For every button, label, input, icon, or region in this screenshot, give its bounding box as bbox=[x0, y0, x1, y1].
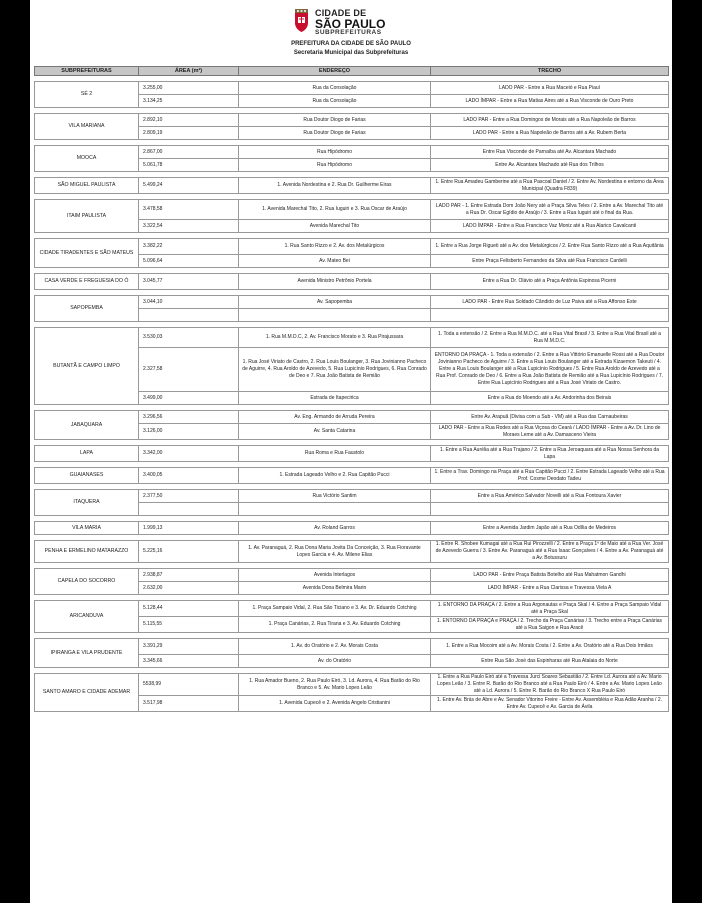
endereco-cell: Av. Mateo Bei bbox=[239, 255, 431, 268]
trecho-cell: Entre Rua São José das Espinharas até Rua Atalaia do Norte bbox=[431, 655, 669, 668]
area-cell: 2.938,87 bbox=[139, 569, 239, 582]
header-subtitle2: Secretaria Municipal das Subprefeituras bbox=[293, 50, 409, 56]
area-cell: 3.126,00 bbox=[139, 424, 239, 440]
endereco-cell: Av. Eng. Armando de Arruda Pereira bbox=[239, 411, 431, 424]
subprefeitura-cell: CASA VERDE E FREGUESIA DO Ó bbox=[35, 274, 139, 290]
table-row bbox=[35, 446, 669, 462]
table-row bbox=[35, 490, 669, 503]
endereco-cell: Avenida Interlagos bbox=[239, 569, 431, 582]
area-cell: 5.061,78 bbox=[139, 159, 239, 172]
area-cell: 3.345,66 bbox=[139, 655, 239, 668]
area-cell: 2.327,58 bbox=[139, 348, 239, 392]
trecho-cell bbox=[431, 309, 669, 322]
brand-line2: SÃO PAULO bbox=[315, 17, 386, 31]
brand-block bbox=[315, 9, 385, 37]
area-cell: 5.096,64 bbox=[139, 255, 239, 268]
table-row bbox=[35, 601, 669, 617]
table-row bbox=[35, 200, 669, 220]
subprefeitura-cell: CAPELA DO SOCORRO bbox=[35, 569, 139, 595]
trecho-cell: LADO PAR - Entre a Rua Napoleão de Barros até a Av. Rubem Berta bbox=[431, 127, 669, 140]
subprefeitura-cell: VILA MARIANA bbox=[35, 114, 139, 140]
trecho-cell: LADO PAR - Entre a Rua Maceió e Rua Piauí bbox=[431, 82, 669, 95]
subprefeitura-cell: MOOCA bbox=[35, 146, 139, 172]
area-cell: 3.255,00 bbox=[139, 82, 239, 95]
subprefeitura-cell: SÉ 2 bbox=[35, 82, 139, 108]
area-cell: 3.044,10 bbox=[139, 296, 239, 309]
subprefeitura-cell: ITAIM PAULISTA bbox=[35, 200, 139, 233]
table-row bbox=[35, 468, 669, 484]
trecho-cell: 1. Entre a Rua Aurélia até a Rua Trajano / 2. Entre a Rua Jeroaquara até a Rua Nossa Senhora da Lapa bbox=[431, 446, 669, 462]
area-cell: 3.391,29 bbox=[139, 639, 239, 655]
area-cell: 3.045,77 bbox=[139, 274, 239, 290]
endereco-cell: 1. Rua Santo Rizzo e 2. Av. dos Metalúrgicos bbox=[239, 239, 431, 255]
endereco-cell: 1. Avenida Nordestina e 2. Rua Dr. Guilherme Eiras bbox=[239, 178, 431, 194]
endereco-cell: Av. Roland Garros bbox=[239, 522, 431, 535]
endereco-cell: Avenida Marechal Tito bbox=[239, 220, 431, 233]
endereco-cell: 1. Rua M.M.D.C, 2. Av. Francisco Morato e 3. Rua Pirajussara bbox=[239, 328, 431, 348]
subprefeitura-cell: IPIRANGA E VILA PRUDENTE bbox=[35, 639, 139, 668]
trecho-cell: ENTORNO DA PRAÇA - 1. Toda a extensão / 2. Entre a Rua Vittório Emanuelle Rossi até a Rua Doutor Jovinianno Pacheco de Aguirre / 3. Entre a Rua Louis Boulanger até a Estrada Kizaemon Takeuti / 4. Entre a Rua Louis Boulanger até a Rua Lupicínio Rodrigues / 5. Entre Rua Aroldo de Azevedo até a Rua Prof. Conrado de Deo / 6. Entre a Rua João Batista de Remião até a Rua Lupicínio Rodrigues / 7. Entre Rua Lupicínio Rodrigues até a Rua José Viriato de Castro. bbox=[431, 348, 669, 392]
header-subtitle1: PREFEITURA DA CIDADE DE SÃO PAULO bbox=[291, 41, 411, 47]
area-cell: 1.999,13 bbox=[139, 522, 239, 535]
trecho-cell: LADO PAR - Entre a Rua Rodes até a Rua Viçosa do Ceará / LADO ÍMPAR - Entre a Av. Dr. Lino de Moraes Leme até a Av. Damasceno Vieira bbox=[431, 424, 669, 440]
table-row bbox=[35, 411, 669, 424]
table-row bbox=[35, 239, 669, 255]
area-cell: 2.892,10 bbox=[139, 114, 239, 127]
area-cell: 3.530,03 bbox=[139, 328, 239, 348]
area-cell: 5.499,24 bbox=[139, 178, 239, 194]
area-cell: 2.867,00 bbox=[139, 146, 239, 159]
area-cell: 5538,99 bbox=[139, 674, 239, 696]
endereco-cell: Rua da Consolação bbox=[239, 82, 431, 95]
trecho-cell: 1. Toda a extensão / 2. Entre a Rua M.M.D.C. até a Rua Vital Brasil / 3. Entre a Rua Vital Brasil até a Rua M.M.D.C. bbox=[431, 328, 669, 348]
subprefeitura-cell: SAPOPEMBA bbox=[35, 296, 139, 322]
trecho-cell: Entre a Rua do Moendo até a Av. Andorinha dos Beirais bbox=[431, 392, 669, 405]
endereco-cell bbox=[239, 309, 431, 322]
area-cell: 3.382,22 bbox=[139, 239, 239, 255]
trecho-cell: Entre Rua Visconde de Parnaíba até Av. Alcantara Machado bbox=[431, 146, 669, 159]
trecho-cell: 1. ENTORNO DA PRAÇA e PRAÇA / 2. Trecho da Praça Canárias / 3. Trecho entre a Praça Canárias até a Rua Saigon e Rua Aracê bbox=[431, 617, 669, 633]
trecho-cell: 1. Entre a Rua Mocoim até a Av. Morais Costa / 2. Entre a Av. Oratório até a Rua Dois Irmãos bbox=[431, 639, 669, 655]
header-subprefeituras: SUBPREFEITURAS bbox=[35, 67, 139, 76]
endereco-cell: Rua Hipódromo bbox=[239, 159, 431, 172]
endereco-cell: Estrada de Itapecirica bbox=[239, 392, 431, 405]
table-header-row bbox=[35, 67, 669, 76]
trecho-cell: Entre a Avenida Jardim Japão até a Rua Odília de Medeiros bbox=[431, 522, 669, 535]
endereco-cell: Avenida Dona Belmira Marin bbox=[239, 582, 431, 595]
trecho-cell: 1. Entre R. Shobee Kumagai até a Rua Rui Pirozzelli / 2. Entre a Praça 1º de Maio até a Rua Ver. José de Azevedo Guerra / 3. Entre Av. Paranaguá até a Rua Isaac Gonçalves / 4. Entre a Av. Paranaguá até a Av. Botussuru bbox=[431, 541, 669, 563]
trecho-cell: LADO PAR - 1. Entre Estrada Dom João Nery até a Praça Silva Teles / 2. Entre a Av. Marechal Tito até a Rua Dr. Oscar Egídio de Araújo / 3. Entre a Rua Iuguiri até o final da Rua. bbox=[431, 200, 669, 220]
trecho-cell: LADO ÍMPAR - Entre a Rua Clarissa e Travessa Viela A bbox=[431, 582, 669, 595]
endereco-cell: Av. Sapopemba bbox=[239, 296, 431, 309]
trecho-cell: 1. Entre a Trav. Domingo na Praça até a Rua Capitão Pucci / 2. Entre Estrada Lageado Velho até a Rua Prof. Cosme Deodato Tadeu bbox=[431, 468, 669, 484]
table-row bbox=[35, 114, 669, 127]
trecho-cell: 1. ENTORNO DA PRAÇA / 2. Entre a Rua Argonautas e Praça Skal / 4. Entre a Praça Sampaio Vidal até a Praça Skal bbox=[431, 601, 669, 617]
subprefeitura-cell: CIDADE TIRADENTES E SÃO MATEUS bbox=[35, 239, 139, 268]
trecho-cell: 1. Entre a Rua Paulo Eiró até a Travessa Jurci Soares Sebastião / 2. Entre Ld. Aurora até a Av. Mario Lopes Leão / 3. Entre R. Barão do Rio Branco até a Rua Paulo Eiró / 4. Entre a Av. Mario Lopes Leão até a Ld. Aurora / 5. Entre R. Barão do Rio Branco X Rua Paulo Eiró bbox=[431, 674, 669, 696]
table-row bbox=[35, 522, 669, 535]
trecho-cell: LADO ÍMPAR - Entre a Rua Francisco Vaz Moniz até a Rua Alarico Cavalcanti bbox=[431, 220, 669, 233]
brand-line1: CIDADE DE bbox=[315, 8, 367, 18]
table-row bbox=[35, 82, 669, 95]
subprefeitura-cell: BUTANTÃ E CAMPO LIMPO bbox=[35, 328, 139, 405]
endereco-cell bbox=[239, 503, 431, 516]
area-cell: 3.322,54 bbox=[139, 220, 239, 233]
trecho-cell: LADO PAR - Entre Rua Soldado Cândido de Luz Paiva até a Rua Affonso Este bbox=[431, 296, 669, 309]
table-row bbox=[35, 639, 669, 655]
area-cell: 3.342,00 bbox=[139, 446, 239, 462]
endereco-cell: 1. Praça Canárias, 2. Rua Tirana e 3. Av. Eduardo Cotching bbox=[239, 617, 431, 633]
document-header bbox=[30, 0, 672, 62]
endereco-cell: 1. Avenida Marechal Tito, 2. Rua Iuguiri e 3. Rua Oscar de Araújo bbox=[239, 200, 431, 220]
subprefeitura-cell: GUAIANASES bbox=[35, 468, 139, 484]
endereco-cell: Rua Doutor Diogo de Farias bbox=[239, 127, 431, 140]
trecho-cell: LADO ÍMPAR - Entre a Rua Matias Aires até a Rua Visconde de Ouro Preto bbox=[431, 95, 669, 108]
endereco-cell: 1. Rua Amador Bueno, 2. Rua Paulo Eiró, 3. Ld. Aurora, 4. Rua Barão do Rio Branco e 5. Av. Mario Lopes Leão bbox=[239, 674, 431, 696]
subprefeitura-cell: PENHA E ERMELINO MATARAZZO bbox=[35, 541, 139, 563]
area-cell: 5.115,55 bbox=[139, 617, 239, 633]
table-row bbox=[35, 328, 669, 348]
trecho-cell: LADO PAR - Entre a Rua Domingos de Morais até a Rua Napoleão de Barros bbox=[431, 114, 669, 127]
endereco-cell: 1. Avenida Cupecê e 2. Avenida Angelo Cristianini bbox=[239, 696, 431, 712]
area-cell: 3.499,00 bbox=[139, 392, 239, 405]
trecho-cell: Entre Av. Arapuã (Divisa com a Sub - VM) até a Rua das Carnaubeiras bbox=[431, 411, 669, 424]
endereco-cell: Av. do Oratório bbox=[239, 655, 431, 668]
table-row bbox=[35, 674, 669, 696]
trecho-cell: 1. Entre Av. Brás de Abre e Av. Senador Vitorino Freire - Entre Av. Assembléia e Rua Adão Aranha / 2. Entre Av. Cupecê e Av. Garcia de Ávila bbox=[431, 696, 669, 712]
area-cell: 3.517,98 bbox=[139, 696, 239, 712]
subprefeitura-cell: SANTO AMARO E CIDADE ADEMAR bbox=[35, 674, 139, 712]
table-row bbox=[35, 541, 669, 563]
subprefeitura-cell: VILA MARIA bbox=[35, 522, 139, 535]
header-trecho: TRECHO bbox=[431, 67, 669, 76]
endereco-cell: Rua Victório Santim bbox=[239, 490, 431, 503]
trecho-cell: Entre a Rua Américo Salvador Novelli até a Rua Fontoura Xavier bbox=[431, 490, 669, 503]
endereco-cell: 1. Rua José Viriato de Castro, 2. Rua Louis Boulanger, 3. Rua Jovinianno Pacheco de Aguirre, 4. Rua Aroldo de Azevedo, 5. Rua Lupicínio Rodrigues, 6. Rua Conrado de Deo e 7. Rua João Batista de Remião bbox=[239, 348, 431, 392]
trecho-cell: Entre Praça Felisberto Fernandes da Silva até Rua Francisco Cardelli bbox=[431, 255, 669, 268]
area-cell: 3.134,25 bbox=[139, 95, 239, 108]
area-cell: 2.809,19 bbox=[139, 127, 239, 140]
header-area: ÁREA (m²) bbox=[139, 67, 239, 76]
header-endereco: ENDEREÇO bbox=[239, 67, 431, 76]
document-page bbox=[30, 0, 672, 903]
trecho-cell: Entre a Rua Dr. Olávio até a Praça Antônia Espinosa Picerni bbox=[431, 274, 669, 290]
brand-line3: SUBPREFEITURAS bbox=[315, 29, 382, 36]
endereco-cell: Rua Hipódromo bbox=[239, 146, 431, 159]
subprefeitura-cell: ITAQUERA bbox=[35, 490, 139, 516]
trecho-cell: Entre Av. Alcantara Machado até Rua dos Trilhos bbox=[431, 159, 669, 172]
subprefeitura-cell: ARICANDUVA bbox=[35, 601, 139, 633]
endereco-cell: Rua Roma e Rua Faustolo bbox=[239, 446, 431, 462]
trecho-cell: 1. Entre a Rua Jorge Rigueti até a Av. dos Metalúrgicos / 2. Entre Rua Santo Rizzo até a Rua Aquitânia bbox=[431, 239, 669, 255]
subprefeitura-cell: SÃO MIGUEL PAULISTA bbox=[35, 178, 139, 194]
area-cell: 3.478,58 bbox=[139, 200, 239, 220]
endereco-cell: Avenida Ministro Petrônio Portela bbox=[239, 274, 431, 290]
area-cell: 3.296,56 bbox=[139, 411, 239, 424]
endereco-cell: Rua Doutor Diogo de Farias bbox=[239, 114, 431, 127]
table-row bbox=[35, 274, 669, 290]
area-cell bbox=[139, 309, 239, 322]
area-cell bbox=[139, 503, 239, 516]
endereco-cell: 1. Av. Paranaguá, 2. Rua Dona Maria Jovita Da Conceição, 3. Rua Fioravante Lopes Garcia e 4. Av. Milene Elias bbox=[239, 541, 431, 563]
subprefeitura-cell: LAPA bbox=[35, 446, 139, 462]
endereco-cell: 1. Praça Sampaio Vidal, 2. Rua São Ticiano e 3. Av. Dr. Eduardo Cotching bbox=[239, 601, 431, 617]
area-cell: 5.225,16 bbox=[139, 541, 239, 563]
endereco-cell: 1. Estrada Lageado Velho e 2. Rua Capitão Pucci bbox=[239, 468, 431, 484]
trecho-cell: LADO PAR - Entre Praça Batista Botelho até Rua Mahatmon Gandhi bbox=[431, 569, 669, 582]
table-body bbox=[35, 76, 669, 712]
table-row bbox=[35, 178, 669, 194]
endereco-cell: Rua da Consolação bbox=[239, 95, 431, 108]
area-cell: 5.128,44 bbox=[139, 601, 239, 617]
coat-of-arms-icon bbox=[292, 9, 311, 33]
endereco-cell: Av. Santa Catarina bbox=[239, 424, 431, 440]
subprefeituras-table bbox=[34, 66, 669, 712]
trecho-cell: 1. Entre Rua Amadeu Gamberine até a Rua Pascoal Daniel / 2. Entre Av. Nordestina e entorno da Área Municipal (Quadra F839) bbox=[431, 178, 669, 194]
table-row bbox=[35, 569, 669, 582]
table-row bbox=[35, 296, 669, 309]
area-cell: 2.632,00 bbox=[139, 582, 239, 595]
endereco-cell: 1. Av. do Oratório e 2. Av. Morais Costa bbox=[239, 639, 431, 655]
subprefeitura-cell: JABAQUARA bbox=[35, 411, 139, 440]
table-row bbox=[35, 146, 669, 159]
area-cell: 3.400,05 bbox=[139, 468, 239, 484]
trecho-cell bbox=[431, 503, 669, 516]
area-cell: 2.377,50 bbox=[139, 490, 239, 503]
